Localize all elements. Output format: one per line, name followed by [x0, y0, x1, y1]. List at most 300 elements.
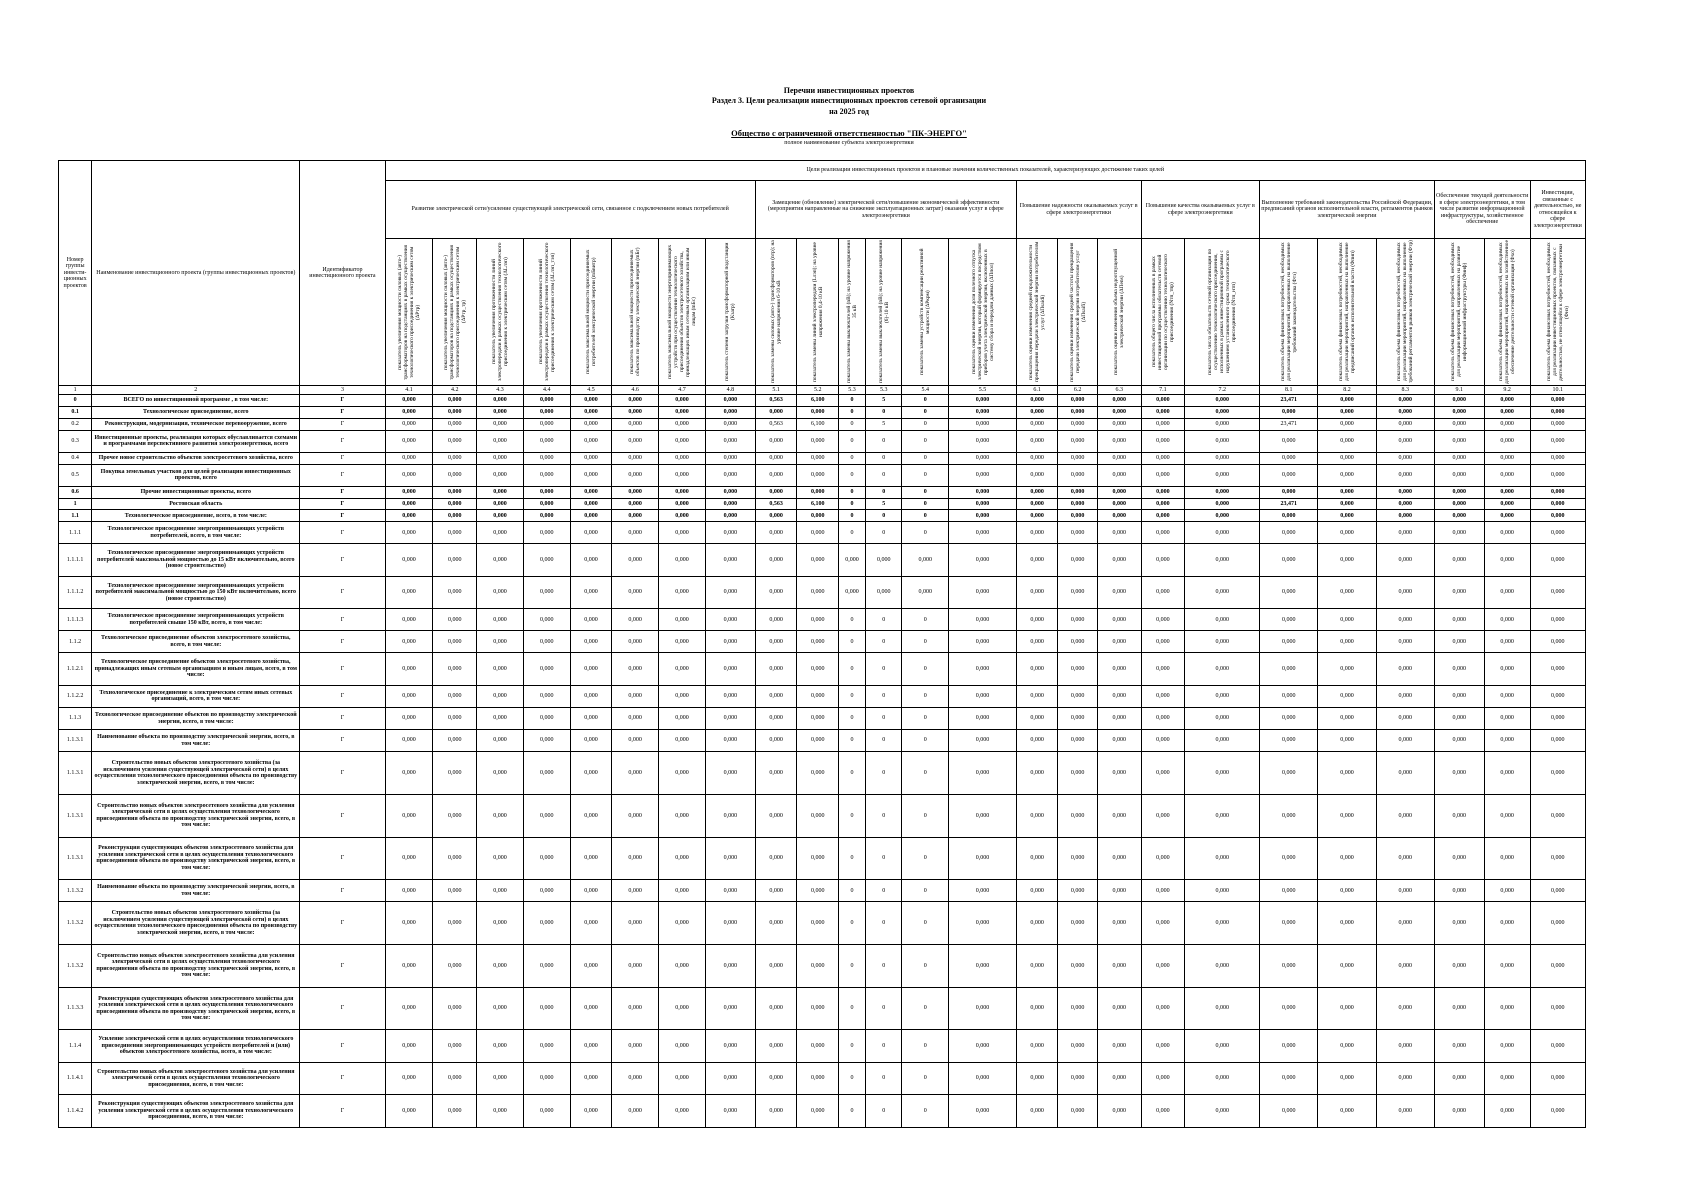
row-value: 0,000 — [705, 452, 755, 464]
row-value: 23,471 — [1260, 498, 1318, 510]
row-value: 0 — [902, 522, 949, 544]
table-row — [59, 544, 1586, 576]
row-value: 0,000 — [838, 544, 865, 576]
table-row — [59, 576, 1586, 608]
table-row — [59, 631, 1586, 653]
row-value: 6,100 — [797, 418, 839, 430]
row-value: 0,000 — [1434, 395, 1484, 407]
row-value: 0,000 — [1185, 510, 1260, 522]
row-project-id: Г — [300, 1095, 385, 1128]
indicator-header — [902, 239, 949, 386]
row-value: 0,000 — [433, 880, 477, 902]
row-value: 0,000 — [949, 609, 1017, 631]
row-value: 0,000 — [705, 794, 755, 837]
organization-name: Общество с ограниченной ответственностью "ПК-ЭНЕРГО" — [731, 128, 967, 138]
row-value: 0,000 — [1058, 1030, 1098, 1062]
row-value: 0,000 — [477, 685, 524, 707]
row-value: 0 — [866, 486, 902, 498]
row-value: 0,000 — [1141, 880, 1185, 902]
row-value: 0,000 — [1484, 464, 1530, 486]
row-project-name: Покупка земельных участков для целей реализации инвестиционных проектов, всего — [92, 464, 300, 486]
row-value: 0,000 — [1058, 464, 1098, 486]
row-value: 0,000 — [385, 544, 433, 576]
row-value: 0,000 — [1530, 486, 1586, 498]
row-value: 0,000 — [705, 498, 755, 510]
row-value: 0 — [838, 406, 865, 418]
row-value: 0,000 — [385, 902, 433, 945]
row-value: 0,000 — [797, 752, 839, 795]
row-value: 0,000 — [570, 430, 612, 452]
row-value: 0,000 — [1530, 880, 1586, 902]
row-value: 0,000 — [385, 486, 433, 498]
row-value: 0,000 — [1484, 486, 1530, 498]
indicator-label: показатель максимальной мощности присоединяемых объектов по производству электрической энергии (mБг) — [629, 247, 642, 377]
indicator-header-wrap — [386, 239, 433, 385]
row-value: 0,000 — [477, 609, 524, 631]
row-value: 0,000 — [1484, 406, 1530, 418]
row-value: 0,000 — [659, 631, 706, 653]
column-number: 4.6 — [612, 386, 659, 395]
row-value: 0,000 — [1016, 1062, 1058, 1094]
indicator-label: показатель объема финансовых потребностей, необходимых для реализации мероприятий, направленных на выполнение предписаний органов исполнительной власти (Фпип) — [1337, 242, 1356, 382]
header-goals: Цели реализации инвестиционных проектов и плановые значения количественных показателей, характеризующих достижение таких целей — [385, 161, 1585, 181]
row-number: 1.1.3 — [59, 707, 92, 729]
row-project-name: Технологическое присоединение объектов электросетевого хозяйства, всего, в том числе: — [92, 631, 300, 653]
row-value: 0,000 — [1185, 653, 1260, 685]
goal-group-header: Замещение (обновление) электрической сети/повышение экономической эффективности (мероприятия направленные на снижение эксплуатационных затрат) оказания услуг в сфере электроэнергетики — [755, 181, 1016, 239]
row-value: 0,000 — [477, 418, 524, 430]
row-value: 0,000 — [1185, 1030, 1260, 1062]
row-value: 0,000 — [523, 794, 570, 837]
row-value: 0,000 — [1016, 418, 1058, 430]
row-value: 0,000 — [570, 452, 612, 464]
row-value: 0,000 — [523, 685, 570, 707]
row-value: 0 — [866, 1030, 902, 1062]
row-value: 0 — [838, 987, 865, 1030]
row-value: 0,000 — [705, 730, 755, 752]
row-value: 0,000 — [1376, 430, 1434, 452]
row-value: 0,000 — [1484, 794, 1530, 837]
row-value: 0 — [902, 837, 949, 880]
row-project-id: Г — [300, 752, 385, 795]
row-value: 0 — [838, 730, 865, 752]
row-value: 0,000 — [1141, 794, 1185, 837]
row-value: 0,000 — [1376, 406, 1434, 418]
row-value: 0,000 — [433, 1030, 477, 1062]
indicator-label: показатель замены устройств компенсации реактивной мощности (ΔPкрм) — [919, 248, 932, 376]
row-value: 0,000 — [570, 544, 612, 576]
row-value: 0,000 — [1016, 430, 1058, 452]
row-value: 0 — [902, 510, 949, 522]
row-value: 5 — [866, 418, 902, 430]
row-project-id: Г — [300, 631, 385, 653]
row-value: 0,000 — [385, 406, 433, 418]
goal-group-header: Повышение надежности оказываемых услуг в сфере электроэнергетики — [1016, 181, 1141, 239]
row-value: 0,000 — [755, 510, 797, 522]
row-value: 0,000 — [1058, 522, 1098, 544]
row-value: 0,000 — [1434, 837, 1484, 880]
row-value: 0 — [902, 609, 949, 631]
row-value: 0,000 — [1484, 685, 1530, 707]
row-value: 0,000 — [570, 707, 612, 729]
row-value: 0,000 — [433, 902, 477, 945]
row-value: 0 — [838, 498, 865, 510]
row-value: 0,000 — [1376, 880, 1434, 902]
row-value: 0,000 — [1058, 544, 1098, 576]
row-value: 0,000 — [1058, 498, 1098, 510]
row-value: 0,000 — [1530, 395, 1586, 407]
row-value: 0,000 — [949, 880, 1017, 902]
indicator-header-wrap — [1435, 239, 1484, 385]
row-project-id: Г — [300, 902, 385, 945]
row-value: 0,000 — [570, 685, 612, 707]
row-value: 0,563 — [755, 418, 797, 430]
indicator-header — [797, 239, 839, 386]
row-value: 0,000 — [1016, 653, 1058, 685]
row-value: 0,000 — [659, 730, 706, 752]
row-value: 0,000 — [1058, 406, 1098, 418]
row-value: 0,000 — [1185, 609, 1260, 631]
row-value: 0,000 — [902, 576, 949, 608]
row-value: 0,000 — [385, 1030, 433, 1062]
organization-caption: полное наименование субъекта электроэнергетики — [784, 140, 914, 146]
row-value: 0,000 — [523, 707, 570, 729]
row-value: 0 — [902, 752, 949, 795]
row-value: 0,000 — [1260, 406, 1318, 418]
row-value: 0,000 — [1141, 486, 1185, 498]
row-value: 0,000 — [1185, 522, 1260, 544]
header-project-id: Идентификатор инвестиционного проекта — [300, 161, 385, 386]
row-value: 0,000 — [659, 464, 706, 486]
row-value: 0,000 — [1016, 544, 1058, 576]
row-value: 0,000 — [797, 653, 839, 685]
row-number: 1 — [59, 498, 92, 510]
row-value: 0,000 — [705, 609, 755, 631]
row-value: 0,000 — [477, 987, 524, 1030]
table-row — [59, 464, 1586, 486]
row-value: 0,000 — [612, 653, 659, 685]
row-value: 0,000 — [1097, 430, 1141, 452]
row-value: 0,000 — [433, 707, 477, 729]
row-value: 0,000 — [385, 609, 433, 631]
table-row — [59, 522, 1586, 544]
row-value: 0 — [866, 522, 902, 544]
row-value: 0,000 — [866, 576, 902, 608]
row-number: 0.4 — [59, 452, 92, 464]
row-value: 0,000 — [1484, 430, 1530, 452]
row-value: 0,000 — [433, 653, 477, 685]
row-value: 0,000 — [570, 1062, 612, 1094]
row-value: 0,000 — [659, 880, 706, 902]
row-value: 0 — [902, 1030, 949, 1062]
row-project-id: Г — [300, 837, 385, 880]
indicator-header-wrap — [612, 239, 658, 385]
row-number: 0.5 — [59, 464, 92, 486]
row-value: 0,000 — [1376, 418, 1434, 430]
indicator-header — [433, 239, 477, 386]
row-value: 5 — [866, 395, 902, 407]
row-value: 0,000 — [1318, 576, 1376, 608]
row-value: 0,000 — [797, 837, 839, 880]
row-value: 0,000 — [612, 1095, 659, 1128]
row-value: 0,000 — [1530, 522, 1586, 544]
row-value: 0 — [902, 730, 949, 752]
row-value: 0,000 — [1434, 498, 1484, 510]
row-value: 0,000 — [1434, 631, 1484, 653]
row-value: 0,000 — [902, 544, 949, 576]
indicator-label: показатель оценки изменения средней частоты прекращения передачи электрической энергии потребителям услуг (ΔПsaifi) — [1068, 242, 1087, 382]
row-value: 0,000 — [1058, 1095, 1098, 1128]
row-value: 0,000 — [1141, 406, 1185, 418]
row-value: 0,000 — [385, 730, 433, 752]
row-value: 0,000 — [797, 406, 839, 418]
indicator-header-wrap — [756, 239, 797, 385]
row-value: 0,000 — [385, 395, 433, 407]
row-number: 1.1.1.1 — [59, 544, 92, 576]
row-value: 0,000 — [1484, 1095, 1530, 1128]
row-value: 0,000 — [1260, 685, 1318, 707]
row-number: 1.1.1 — [59, 522, 92, 544]
row-value: 0,000 — [385, 1095, 433, 1128]
row-value: 0 — [866, 430, 902, 452]
row-value: 0,000 — [755, 464, 797, 486]
row-value: 0 — [838, 707, 865, 729]
row-value: 0 — [902, 1062, 949, 1094]
row-value: 0,000 — [949, 653, 1017, 685]
row-value: 0,000 — [1058, 685, 1098, 707]
row-value: 0,000 — [1376, 987, 1434, 1030]
row-value: 0,000 — [477, 510, 524, 522]
row-value: 0,000 — [1058, 653, 1098, 685]
row-value: 0,000 — [385, 631, 433, 653]
goal-group-header: Повышение качества оказываемых услуг в сфере электроэнергетики — [1141, 181, 1260, 239]
row-value: 0,000 — [1434, 510, 1484, 522]
row-value: 0,000 — [1016, 510, 1058, 522]
row-value: 0,000 — [523, 653, 570, 685]
row-value: 0,000 — [1318, 794, 1376, 837]
row-value: 0,000 — [1318, 452, 1376, 464]
row-value: 0,000 — [1530, 498, 1586, 510]
row-value: 0,000 — [949, 544, 1017, 576]
row-project-name: Технологическое присоединение энергопринимающих устройств потребителей максимальной мощностью до 15 кВт включительно, всего (новое строительство) — [92, 544, 300, 576]
row-value: 0 — [902, 406, 949, 418]
row-value: 0,000 — [659, 522, 706, 544]
row-value: 0,000 — [523, 418, 570, 430]
row-value: 0,000 — [755, 653, 797, 685]
indicator-header-wrap — [1531, 239, 1586, 385]
row-value: 0,000 — [385, 522, 433, 544]
row-value: 0 — [838, 522, 865, 544]
row-value: 0 — [866, 707, 902, 729]
row-value: 0 — [902, 653, 949, 685]
row-value: 0,000 — [659, 544, 706, 576]
row-value: 0,000 — [1318, 837, 1376, 880]
row-value: 0,000 — [612, 464, 659, 486]
row-value: 0,000 — [797, 609, 839, 631]
row-value: 0,000 — [1260, 510, 1318, 522]
row-value: 0,000 — [1260, 452, 1318, 464]
row-value: 0,000 — [433, 486, 477, 498]
row-value: 0,000 — [1530, 794, 1586, 837]
row-value: 0,000 — [949, 794, 1017, 837]
row-value: 0 — [866, 837, 902, 880]
row-value: 0 — [838, 452, 865, 464]
row-value: 0,000 — [1141, 418, 1185, 430]
row-value: 0,000 — [1376, 730, 1434, 752]
row-value: 0,000 — [1097, 498, 1141, 510]
row-value: 0,000 — [1260, 609, 1318, 631]
row-value: 0,000 — [1376, 522, 1434, 544]
row-value: 0,000 — [523, 837, 570, 880]
row-value: 0,000 — [1141, 1062, 1185, 1094]
row-value: 0,000 — [755, 987, 797, 1030]
row-value: 0,000 — [1318, 418, 1376, 430]
table-row — [59, 987, 1586, 1030]
row-value: 0,000 — [1530, 1030, 1586, 1062]
row-value: 0 — [838, 685, 865, 707]
indicator-header-wrap — [902, 239, 948, 385]
row-value: 0,000 — [659, 510, 706, 522]
row-value: 0,000 — [949, 486, 1017, 498]
row-value: 0,000 — [612, 902, 659, 945]
row-value: 0 — [902, 987, 949, 1030]
row-value: 0,000 — [755, 486, 797, 498]
row-value: 0,000 — [523, 1030, 570, 1062]
row-value: 0 — [866, 464, 902, 486]
row-value: 0,000 — [705, 880, 755, 902]
row-value: 0,000 — [1484, 452, 1530, 464]
row-project-id: Г — [300, 510, 385, 522]
row-value: 0,000 — [1434, 1062, 1484, 1094]
row-value: 0,000 — [1185, 498, 1260, 510]
table-row — [59, 498, 1586, 510]
row-value: 0,000 — [570, 653, 612, 685]
row-value: 0,000 — [1376, 653, 1434, 685]
row-value: 0 — [838, 418, 865, 430]
row-value: 0,000 — [1484, 522, 1530, 544]
row-value: 0,000 — [1318, 685, 1376, 707]
row-value: 0,000 — [477, 464, 524, 486]
row-value: 0,000 — [477, 1030, 524, 1062]
row-value: 0,000 — [523, 1095, 570, 1128]
row-value: 0,000 — [433, 752, 477, 795]
indicator-header — [949, 239, 1017, 386]
row-value: 0,000 — [1530, 631, 1586, 653]
indicator-header — [1530, 239, 1586, 386]
row-value: 0,000 — [1530, 902, 1586, 945]
row-value: 0,000 — [433, 945, 477, 988]
row-project-name: Реконструкция существующих объектов электросетевого хозяйства для усиления электрической сети в целях осуществления технологического присоединения, всего, в том числе: — [92, 1095, 300, 1128]
row-value: 0,000 — [477, 707, 524, 729]
indicator-header — [1376, 239, 1434, 386]
row-value: 0,000 — [1141, 837, 1185, 880]
row-value: 0,000 — [1318, 395, 1376, 407]
column-number: 9.2 — [1484, 386, 1530, 395]
row-value: 0,000 — [1016, 752, 1058, 795]
row-value: 0,000 — [1318, 631, 1376, 653]
row-value: 0,000 — [797, 685, 839, 707]
indicator-header-wrap — [1318, 239, 1375, 385]
row-value: 0,000 — [659, 1062, 706, 1094]
row-value: 0,000 — [433, 430, 477, 452]
row-value: 0,000 — [755, 707, 797, 729]
row-value: 0,000 — [1318, 510, 1376, 522]
row-value: 0,000 — [797, 945, 839, 988]
row-value: 0,000 — [570, 418, 612, 430]
row-value: 0,000 — [612, 406, 659, 418]
row-value: 0,000 — [477, 406, 524, 418]
indicator-header-wrap — [949, 239, 1016, 385]
row-value: 0,000 — [612, 609, 659, 631]
row-value: 0,000 — [1260, 430, 1318, 452]
row-value: 0,000 — [385, 794, 433, 837]
indicator-label: показатель оценки изменения доли полезного отпуска электрической энергии, который формируется посредством приборов учета электрической энергии, включенных в систему сбора и передачи данных (ΔПпол) — [970, 243, 995, 381]
row-value: 0,000 — [659, 945, 706, 988]
row-value: 0,000 — [659, 1030, 706, 1062]
row-value: 0,000 — [1376, 685, 1434, 707]
row-value: 0,000 — [1185, 452, 1260, 464]
row-value: 0,000 — [1058, 794, 1098, 837]
row-value: 0,000 — [1141, 631, 1185, 653]
row-value: 0,000 — [1058, 631, 1098, 653]
indicator-label: показатель объема финансовых потребностей, необходимых для реализации мероприятий, направленных на развитие информационной инфраструктуры (Финф) — [1450, 242, 1469, 382]
header-group-number: Номер группы инвести-ционных проектов — [59, 161, 92, 386]
row-value: 0,000 — [385, 464, 433, 486]
row-project-name: Наименование объекта по производству электрической энергии, всего, в том числе: — [92, 730, 300, 752]
row-value: 0,000 — [433, 685, 477, 707]
row-value: 0,000 — [1185, 395, 1260, 407]
indicator-header-wrap — [1098, 239, 1141, 385]
indicator-label: показатель объема финансовых потребностей, необходимых для реализации инвестиционных проектов, связанных с деятельностью, не относящейся к сфере электроэнергетики (Фнэ) — [1545, 242, 1570, 382]
row-value: 0,000 — [612, 452, 659, 464]
row-project-name: Строительство новых объектов электросетевого хозяйства (за исключением усиления существующей электрической сети) в целях осуществления технологического присоединения объекта по производству электрической энергии, всего, в том числе: — [92, 752, 300, 795]
row-value: 0,000 — [433, 522, 477, 544]
row-value: 0,000 — [1484, 653, 1530, 685]
row-project-name: Технологическое присоединение, всего, в том числе: — [92, 510, 300, 522]
row-value: 0,000 — [1260, 837, 1318, 880]
goal-group-header: Инвестиции, связанные с деятельностью, не относящейся к сфере электроэнергетики — [1530, 181, 1586, 239]
row-value: 0,000 — [1141, 653, 1185, 685]
row-value: 0,000 — [570, 609, 612, 631]
indicator-label: показатель максимальной мощности присоединяемых потребителей электрической энергии (mБвитр) — [584, 249, 597, 375]
row-value: 0,000 — [1318, 498, 1376, 510]
row-value: 0,000 — [1484, 707, 1530, 729]
row-value: 0,000 — [1016, 945, 1058, 988]
row-value: 0,000 — [523, 486, 570, 498]
row-value: 0 — [902, 418, 949, 430]
row-value: 0,000 — [1530, 418, 1586, 430]
indicator-label: показатель оценки изменения объема недоотпущенной электрической энергии (ΔПens) — [1113, 248, 1126, 376]
row-value: 0,000 — [1484, 609, 1530, 631]
row-value: 0,000 — [477, 430, 524, 452]
row-value: 0,000 — [477, 486, 524, 498]
column-number: 1 — [59, 386, 92, 395]
row-value: 0,000 — [1016, 522, 1058, 544]
row-value: 0,000 — [755, 685, 797, 707]
row-value: 0,000 — [797, 1030, 839, 1062]
row-value: 0,000 — [797, 430, 839, 452]
row-value: 0,000 — [523, 510, 570, 522]
column-number: 8.1 — [1260, 386, 1318, 395]
row-value: 0,000 — [1141, 730, 1185, 752]
row-value: 0,000 — [705, 685, 755, 707]
row-value: 23,471 — [1260, 418, 1318, 430]
row-value: 0,000 — [949, 902, 1017, 945]
row-value: 0,000 — [1376, 486, 1434, 498]
indicator-header — [1016, 239, 1058, 386]
row-value: 0,000 — [1185, 430, 1260, 452]
row-value: 0,000 — [755, 631, 797, 653]
